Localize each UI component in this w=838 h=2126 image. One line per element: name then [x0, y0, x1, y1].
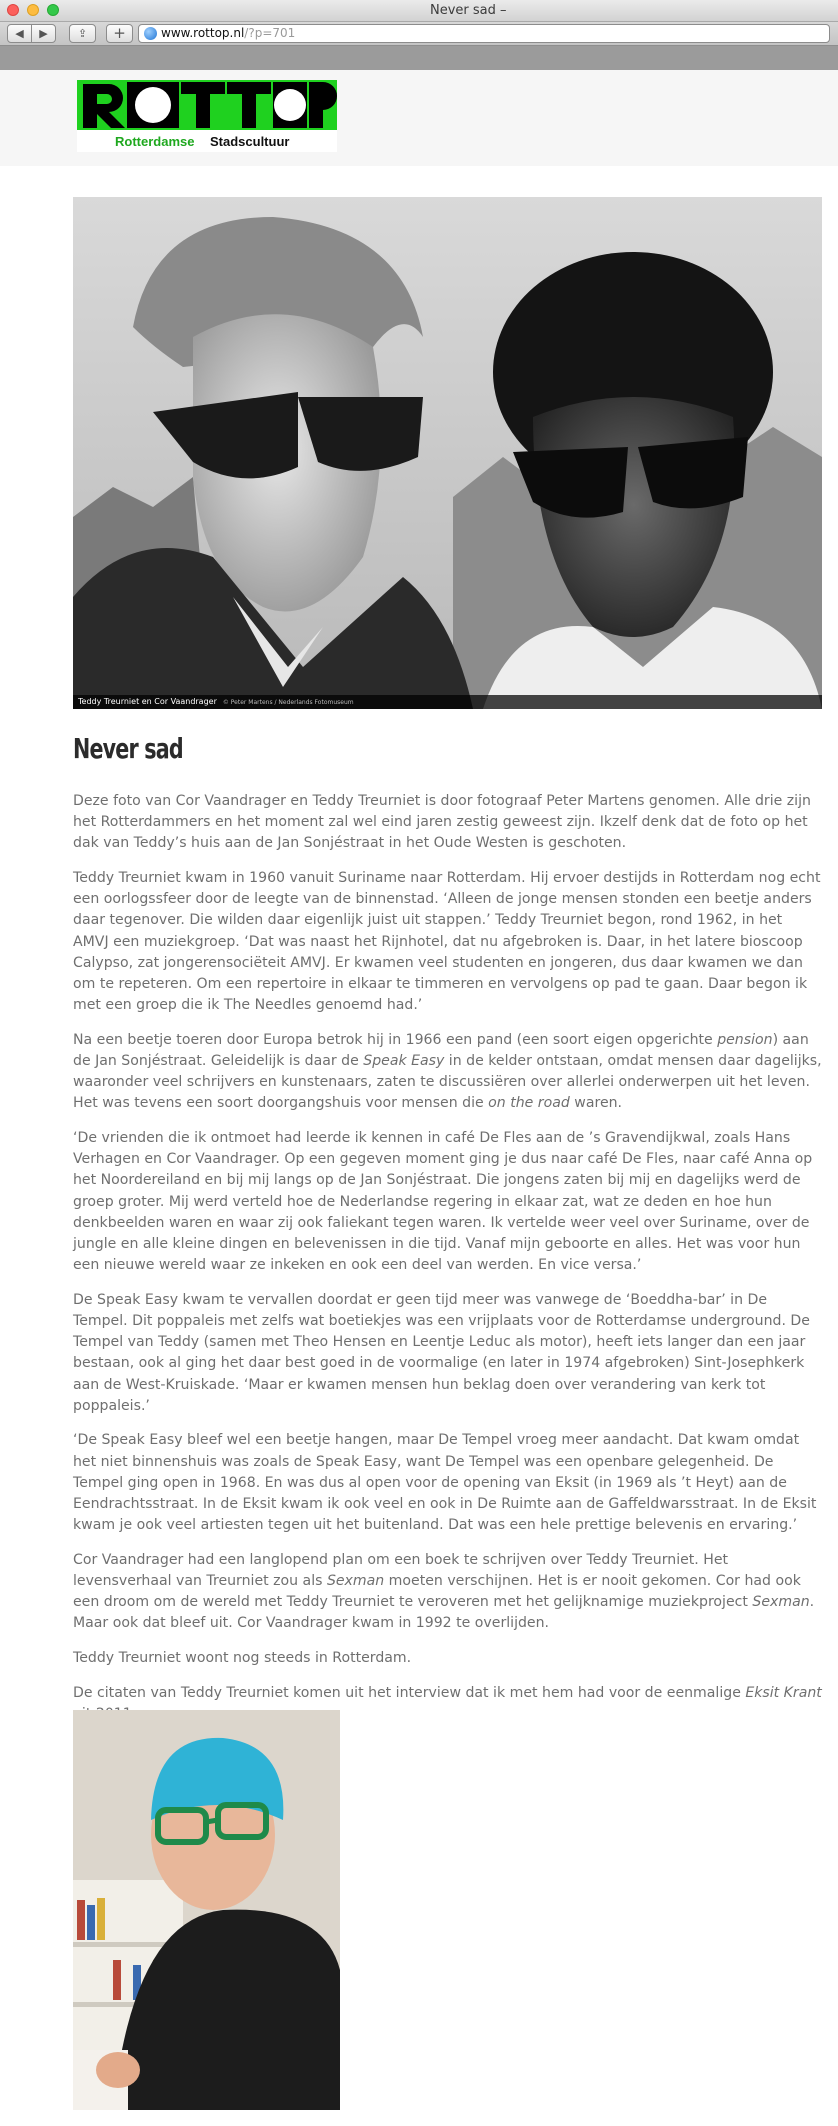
logo-tagline-part1: Rotterdamse [115, 134, 195, 149]
post-paragraph [73, 1648, 822, 1669]
paragraph-text: moeten verschijnen. Het is er nooit gekomen. Cor had ook een droom om de wereld met Teddy Treurniet te veroveren met het gelijknamige muziekproject [73, 1573, 801, 1611]
paragraph-text: ) aan de Jan Sonjéstraat. Geleidelijk is daar de [73, 1031, 809, 1070]
globe-icon [144, 27, 157, 40]
hero-caption [73, 695, 822, 709]
paragraph-text: Teddy Treurniet woont nog steeds in Rotterdam. [73, 1650, 412, 1667]
post-paragraph [73, 791, 822, 855]
back-button[interactable]: ◀ [7, 24, 32, 43]
post-paragraph [73, 1430, 822, 1536]
italic-text: pension [717, 1031, 773, 1048]
new-tab-button[interactable]: + [106, 24, 133, 43]
italic-text: Eksit Krant [745, 1684, 822, 1701]
browser-toolbar [0, 22, 838, 46]
hero-credit: © Peter Martens / Nederlands Fotomuseum [222, 699, 354, 706]
address-bar[interactable] [138, 24, 830, 43]
bookmarks-bar [0, 46, 838, 70]
paragraph-text: . Maar ook dat bleef uit. Cor Vaandrager kwam in 1992 te overlijden. [73, 1594, 815, 1632]
post-paragraph [73, 1290, 822, 1417]
forward-button[interactable]: ▶ [31, 24, 56, 43]
logo-o2-inner [274, 89, 306, 121]
url-path: /?p=701 [244, 26, 296, 40]
window-title: Never sad – [430, 3, 507, 18]
author-photo-image [73, 1710, 340, 2110]
post-paragraph [73, 868, 822, 1016]
italic-text: on the road [488, 1095, 570, 1112]
post-title: Never sad [73, 732, 183, 765]
paragraph-text: Teddy Treurniet kwam in 1960 vanuit Suriname naar Rotterdam. Hij ervoer destijds in Rotterdam nog echt een oorlogssfeer door de leegte van de binnenstad. ‘Alleen de jonge mensen stonden een beetje anders daar tegenover. Die wilden daar eigenlijk juist uit stappen.’ Teddy Treurniet begon, rond 1962, in het AMVJ een muziekgroep. ‘Dat was naast het Rijnhotel, dat nu afgebroken is. Daar, in het latere bioscoop Calypso, zat jongerensociëteit AMVJ. Er kwamen veel studenten en jongeren, dus daar kwamen we dan om te repeteren. Om een repertoire in elkaar te timmeren en vervolgens op pad te gaan. Daar begon ik met een groep die ik The Needles genoemd had.’ [73, 870, 821, 1014]
paragraph-text: Na een beetje toeren door Europa betrok hij in 1966 een pand (een soort eigen opgerichte [73, 1031, 718, 1048]
post-paragraphs [73, 791, 822, 1725]
logo-tagline-part2: Stadscultuur [210, 134, 290, 149]
post-paragraph [73, 1128, 822, 1276]
italic-text: Sexman [326, 1573, 385, 1590]
paragraph-text: ‘De vrienden die ik ontmoet had leerde ik kennen in café De Fles aan de ’s Gravendijkwal, zoals Hans Verhagen en Cor Vaandrager. Op een gegeven moment ging je dus naar café De Fles, naar café Anna op het Noordereiland en bij mij langs op de Jan Sonjéstraat. Die jongens zaten bij mij en dagelijks werd de groep groter. Mij werd verteld hoe de Nederlandse regering in elkaar zat, wat ze deden en hoe hun denkbeelden waren en waar zij ook faliekant tegen waren. Ik vertelde weer veel over Suriname, over de jungle en alle kleine dingen en belevenissen in die tijd. Vanaf mijn geboorte en alles. Het was voor hun een nieuwe wereld waar ze inkeken en ook een deel van werden. En vice versa.’ [73, 1130, 813, 1274]
hero-photo-image [73, 197, 822, 709]
paragraph-text: De citaten van Teddy Treurniet komen uit het interview dat ik met hem had voor de eenmalige [73, 1684, 746, 1701]
paragraph-text: Cor Vaandrager had een langlopend plan om een boek te schrijven over Teddy Treurniet. Het levensverhaal van Treurniet zou als [73, 1551, 729, 1590]
paragraph-text: Deze foto van Cor Vaandrager en Teddy Treurniet is door fotograaf Peter Martens genomen. Alle drie zijn het Rotterdammers en het moment zal wel eind jaren zestig geweest zijn. Ikzelf denk dat de foto op het dak van Teddy’s huis aan de Jan Sonjéstraat in het Oude Westen is geschoten. [73, 793, 811, 852]
url-host: www.rottop.nl [161, 26, 245, 40]
author-photo [73, 1710, 340, 2110]
window-titlebar [0, 0, 838, 22]
paragraph-text: in de kelder ontstaan, omdat mensen daar dagelijks, waaronder veel schrijvers en kunstenaars, zaten te discussiëren over allerlei onderwerpen uit het leven. Het was tevens een soort doorgangshuis voor mensen die [73, 1053, 822, 1112]
share-button[interactable]: ⇪ [69, 24, 96, 43]
paragraph-text: waren. [569, 1095, 623, 1112]
post-body [73, 791, 822, 1773]
post-paragraph [73, 1550, 822, 1635]
address-text [161, 25, 295, 42]
logo-o-inner [135, 87, 171, 123]
hero-photo [73, 197, 822, 709]
hero-caption-text: Teddy Treurniet en Cor Vaandrager [78, 697, 217, 706]
paragraph-text: ‘De Speak Easy bleef wel een beetje hangen, maar De Tempel vroeg meer aandacht. Dat kwam omdat het niet binnenshuis was zoals de Speak Easy, want De Tempel was een openbare gelegenheid. De Tempel ging open in 1968. En was dus al open voor de opening van Eksit (in 1969 als ’t Heyt) aan de Eendrachtsstraat. In de Eksit kwam ik ook veel en ook in De Ruimte aan de Gaffeldwarsstraat. In de Eksit kwam je ook veel artiesten tegen uit het buitenland. Dat was een hele prettige belevenis en ervaring.’ [73, 1432, 817, 1534]
site-logo[interactable] [77, 80, 337, 152]
post-paragraph [73, 1030, 822, 1115]
italic-text: Speak Easy [363, 1053, 445, 1070]
italic-text: Sexman [752, 1594, 810, 1611]
paragraph-text: De Speak Easy kwam te vervallen doordat er geen tijd meer was vanwege de ‘Boeddha-bar’ in De Tempel. Dit poppaleis met zelfs wat boetiekjes was een vrijplaats voor de Rotterdamse underground. De Tempel van Teddy (samen met Theo Hensen en Leentje Leduc als motor), heeft iets langer dan een jaar bestaan, ook al ging het daar best goed in de voormalige (en later in 1974 afgebroken) Sint-Josephkerk aan de West-Kruiskade. ‘Maar er kwamen mensen hun beklag doen over verandering van kerk tot poppaleis.’ [73, 1291, 810, 1414]
